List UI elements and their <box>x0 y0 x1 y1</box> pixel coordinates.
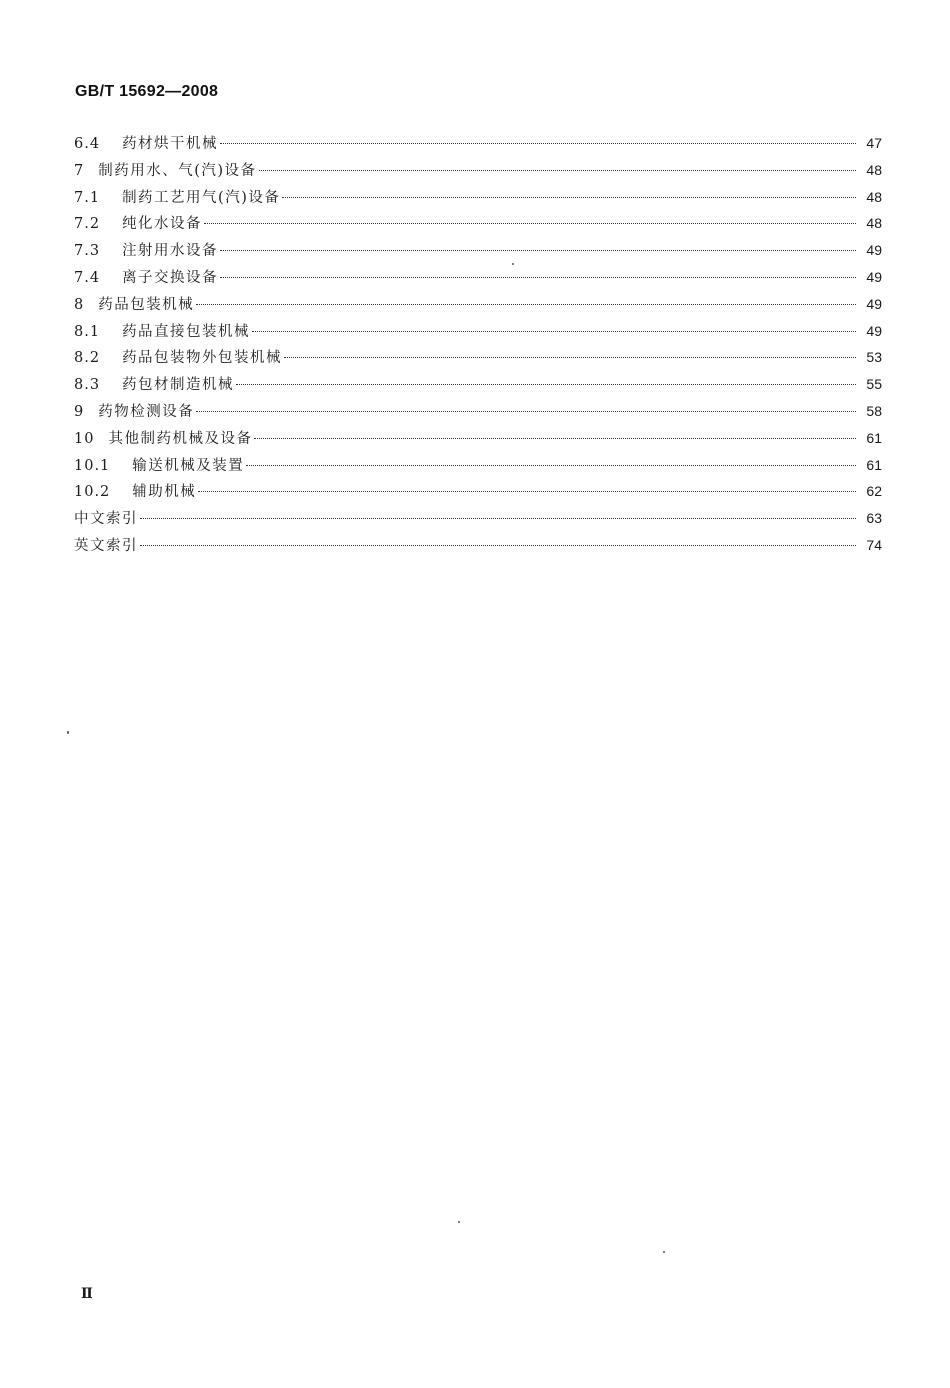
toc-leader-dots <box>259 170 856 171</box>
toc-entry-title: 药品包装物外包装机械 <box>122 350 283 367</box>
toc-entry-number: 8.3 <box>74 377 101 394</box>
toc-entry-page: 63 <box>866 510 882 527</box>
toc-leader-dots <box>196 304 856 305</box>
toc-entry-page: 61 <box>866 456 882 473</box>
scan-speck <box>512 263 514 265</box>
toc-entry-title: 其他制药机械及设备 <box>108 430 253 447</box>
toc-entry-page: 55 <box>866 376 882 393</box>
toc-entry-title: 药物检测设备 <box>98 403 195 420</box>
toc-entry <box>74 291 882 318</box>
toc-entry-title: 制药用水、气(汽)设备 <box>98 162 257 179</box>
toc-leader-dots <box>284 357 856 358</box>
toc-entry-page: 62 <box>866 483 882 500</box>
toc-entry-page: 58 <box>866 402 882 419</box>
toc-entry-page: 49 <box>866 295 882 312</box>
scan-speck <box>458 1221 460 1223</box>
toc-entry <box>74 478 882 505</box>
toc-entry-number: 9 <box>74 403 85 420</box>
toc-entry-title: 辅助机械 <box>132 484 197 501</box>
toc-leader-dots <box>246 465 856 466</box>
toc-entry <box>74 452 882 479</box>
toc-entry <box>74 264 882 291</box>
toc-entry-number: 10.2 <box>74 484 111 501</box>
toc-entry <box>74 425 882 452</box>
toc-entry-number: 8 <box>74 296 85 313</box>
toc-entry-title: 纯化水设备 <box>122 216 203 233</box>
toc-entry <box>74 237 882 264</box>
toc-entry-page: 48 <box>866 215 882 232</box>
toc-entry-number: 7.2 <box>74 216 101 233</box>
toc-entry-number: 6.4 <box>74 136 101 152</box>
toc-entry-number: 7.3 <box>74 243 101 260</box>
toc-leader-dots <box>196 411 856 412</box>
toc-entry-page: 61 <box>866 429 882 446</box>
toc-entry-number: 10 <box>74 430 95 447</box>
toc-leader-dots <box>236 384 856 385</box>
toc-entry-title: 药包材制造机械 <box>122 377 235 394</box>
toc-entry-title: 输送机械及装置 <box>132 457 245 474</box>
toc-leader-dots <box>140 545 856 546</box>
toc-entry-page: 53 <box>866 349 882 366</box>
table-of-contents <box>74 130 882 559</box>
toc-entry-number: 7 <box>74 162 85 179</box>
toc-leader-dots <box>140 518 856 519</box>
toc-entry-page: 49 <box>866 322 882 339</box>
toc-entry-page: 74 <box>866 536 882 553</box>
toc-entry <box>74 344 882 371</box>
toc-entry-page: 48 <box>866 188 882 205</box>
toc-leader-dots <box>204 223 856 224</box>
page-number: Ⅱ <box>81 1287 93 1302</box>
toc-entry-number: 7.1 <box>74 189 101 206</box>
toc-leader-dots <box>282 197 856 198</box>
toc-entry-title: 药品直接包装机械 <box>122 323 251 340</box>
toc-leader-dots <box>220 250 856 251</box>
toc-entry-page: 49 <box>866 242 882 259</box>
toc-entry-number: 8.2 <box>74 350 101 367</box>
toc-leader-dots <box>220 277 856 278</box>
toc-entry <box>74 371 882 398</box>
toc-entry <box>74 318 882 345</box>
toc-entry <box>74 532 882 559</box>
toc-entry-number: 10.1 <box>74 457 111 474</box>
toc-entry-page: 48 <box>866 161 882 178</box>
toc-entry <box>74 130 882 157</box>
toc-entry-title: 离子交换设备 <box>122 269 219 286</box>
toc-entry-title: 注射用水设备 <box>122 243 219 260</box>
toc-entry-page: 47 <box>866 135 882 151</box>
standard-id-header: GB/T 15692—2008 <box>75 83 219 100</box>
toc-entry-number: 7.4 <box>74 269 101 286</box>
toc-entry <box>74 157 882 184</box>
toc-entry-title: 中文索引 <box>74 511 138 528</box>
toc-entry-title: 药材烘干机械 <box>122 136 219 152</box>
toc-entry <box>74 210 882 237</box>
scan-speck <box>67 731 69 734</box>
toc-entry-title: 药品包装机械 <box>98 296 195 313</box>
toc-leader-dots <box>252 331 856 332</box>
toc-leader-dots <box>198 491 856 492</box>
toc-entry-title: 制药工艺用气(汽)设备 <box>122 189 281 206</box>
toc-leader-dots <box>220 143 856 144</box>
toc-entry <box>74 398 882 425</box>
scan-speck <box>663 1251 665 1253</box>
toc-leader-dots <box>254 438 856 439</box>
toc-entry <box>74 505 882 532</box>
toc-entry-page: 49 <box>866 268 882 285</box>
toc-entry-number: 8.1 <box>74 323 101 340</box>
toc-entry-title: 英文索引 <box>74 537 138 554</box>
toc-entry <box>74 184 882 211</box>
